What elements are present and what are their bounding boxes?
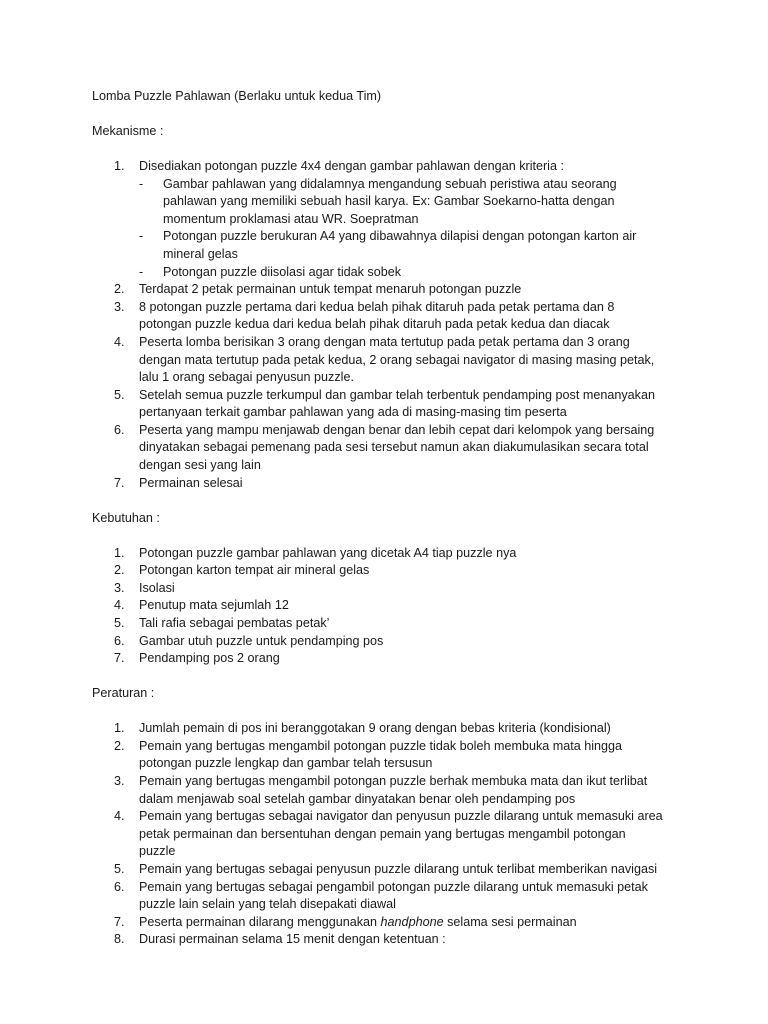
- list-number: 1.: [114, 721, 125, 736]
- mekanisme-item-4: [92, 334, 692, 352]
- list-number: 2.: [114, 563, 125, 578]
- list-number: 4.: [114, 598, 125, 613]
- list-text: Gambar pahlawan yang didalamnya mengandung sebuah peristiwa atau seorang: [163, 176, 617, 191]
- list-text: Tali rafia sebagai pembatas petak’: [139, 616, 330, 630]
- peraturan-item-5: [92, 861, 692, 879]
- list-number: 1.: [114, 545, 125, 560]
- mekanisme-item-1: [92, 158, 692, 176]
- list-text: dengan mata tertutup pada petak kedua, 2 orang sebagai navigator di masing masing petak,: [139, 352, 655, 367]
- list-text: petak permainan dan bersentuhan dengan pemain yang bertugas mengambil potongan: [139, 826, 626, 841]
- list-text: mineral gelas: [163, 246, 238, 261]
- mekanisme-item-5: [92, 387, 692, 405]
- peraturan-item-7: [92, 914, 692, 932]
- mekanisme-item-6-cont: [92, 457, 692, 475]
- kebutuhan-item-3: [92, 580, 692, 598]
- list-text: 8 potongan puzzle pertama dari kedua belah pihak ditaruh pada petak pertama dan 8: [139, 299, 615, 314]
- list-text: Isolasi: [139, 580, 175, 595]
- list-text: Jumlah pemain di pos ini beranggotakan 9 orang dengan bebas kriteria (kondisional): [139, 721, 611, 736]
- list-number: 7.: [114, 914, 125, 929]
- list-text: Peserta yang mampu menjawab dengan benar dan lebih cepat dari kelompok yang bersaing: [139, 422, 655, 437]
- list-text: Potongan karton tempat air mineral gelas: [139, 563, 370, 578]
- peraturan-item-6: [92, 879, 692, 897]
- text-pre: Peserta permainan dilarang menggunakan: [139, 914, 381, 929]
- list-number: 5.: [114, 861, 125, 876]
- peraturan-item-6-cont: [92, 896, 692, 914]
- list-text: Penutup mata sejumlah 12: [139, 598, 289, 613]
- list-text: Potongan puzzle gambar pahlawan yang dicetak A4 tiap puzzle nya: [139, 545, 517, 560]
- list-number: 5.: [114, 387, 125, 402]
- mekanisme-subitem-2-cont: [92, 246, 692, 264]
- list-number: 3.: [114, 299, 125, 314]
- list-text: Pemain yang bertugas sebagai navigator dan penyusun puzzle dilarang untuk memasuki area: [139, 809, 663, 824]
- list-text: dalam menjawab soal setelah gambar dinyatakan benar oleh pendamping pos: [139, 791, 576, 806]
- list-number: 6.: [114, 633, 125, 648]
- kebutuhan-item-2: [92, 562, 692, 580]
- list-number: 2.: [114, 282, 125, 297]
- peraturan-item-4: [92, 808, 692, 826]
- list-text: Pemain yang bertugas mengambil potongan puzzle tidak boleh membuka mata hingga: [139, 738, 623, 753]
- mekanisme-item-2: [92, 281, 692, 299]
- list-number: 4.: [114, 809, 125, 824]
- mekanisme-item-6-cont: [92, 439, 692, 457]
- list-text: puzzle: [139, 844, 176, 859]
- list-number: 4.: [114, 334, 125, 349]
- kebutuhan-item-7: [92, 650, 692, 668]
- list-text: dengan sesi yang lain: [139, 458, 261, 473]
- kebutuhan-item-4: [92, 597, 692, 615]
- text-post: selama sesi permainan: [443, 914, 577, 929]
- list-number: 8.: [114, 932, 125, 947]
- mekanisme-item-7: [92, 475, 692, 493]
- list-text: Pemain yang bertugas sebagai pengambil potongan puzzle dilarang untuk memasuki petak: [139, 879, 648, 894]
- list-dash: -: [139, 264, 144, 279]
- mekanisme-subitem-1-cont: [92, 211, 692, 229]
- peraturan-item-2: [92, 738, 692, 756]
- peraturan-item-8: [92, 931, 692, 949]
- list-text: potongan puzzle lengkap dan gambar telah tersusun: [139, 756, 433, 771]
- kebutuhan-item-5: [92, 615, 692, 633]
- mekanisme-item-4-cont: [92, 352, 692, 370]
- mekanisme-subitem-2: [92, 228, 692, 246]
- list-text: pahlawan yang memiliki sebuah hasil karya. Ex: Gambar Soekarno-hatta dengan: [163, 194, 615, 209]
- list-text: [139, 914, 692, 932]
- list-text: Gambar utuh puzzle untuk pendamping pos: [139, 633, 384, 648]
- list-dash: -: [139, 176, 144, 191]
- peraturan-item-1: [92, 720, 692, 738]
- list-text: Pendamping pos 2 orang: [139, 651, 280, 666]
- mekanisme-item-6: [92, 422, 692, 440]
- list-text: momentum proklamasi atau WR. Soepratman: [163, 211, 419, 226]
- mekanisme-item-5-cont: [92, 404, 692, 422]
- list-text: Peserta lomba berisikan 3 orang dengan mata tertutup pada petak pertama dan 3 orang: [139, 334, 630, 349]
- list-text: Setelah semua puzzle terkumpul dan gambar telah terbentuk pendamping post menanyakan: [139, 387, 655, 402]
- kebutuhan-heading: Kebutuhan :: [92, 510, 160, 525]
- mekanisme-item-3-cont: [92, 316, 692, 334]
- document-page: [92, 88, 692, 949]
- list-number: 1.: [114, 158, 125, 173]
- peraturan-item-3: [92, 773, 692, 791]
- peraturan-item-2-cont: [92, 755, 692, 773]
- list-text: Terdapat 2 petak permainan untuk tempat menaruh potongan puzzle: [139, 282, 522, 297]
- kebutuhan-item-6: [92, 633, 692, 651]
- list-text: Pemain yang bertugas mengambil potongan puzzle berhak membuka mata dan ikut terlibat: [139, 773, 648, 788]
- mekanisme-heading: Mekanisme :: [92, 123, 164, 138]
- mekanisme-subitem-1-cont: [92, 193, 692, 211]
- list-text: Potongan puzzle diisolasi agar tidak sobek: [163, 264, 402, 279]
- list-text: Durasi permainan selama 15 menit dengan ketentuan :: [139, 932, 446, 947]
- peraturan-heading: Peraturan :: [92, 686, 155, 701]
- mekanisme-subitem-3: [92, 264, 692, 282]
- peraturan-item-4-cont: [92, 843, 692, 861]
- list-number: 3.: [114, 580, 125, 595]
- list-dash: -: [139, 229, 144, 244]
- list-number: 5.: [114, 616, 125, 630]
- list-text: pertanyaan terkait gambar pahlawan yang ada di masing-masing tim peserta: [139, 405, 567, 420]
- list-number: 6.: [114, 879, 125, 894]
- list-number: 7.: [114, 651, 125, 666]
- list-text: Permainan selesai: [139, 475, 243, 490]
- peraturan-item-4-cont: [92, 826, 692, 844]
- kebutuhan-item-1: [92, 545, 692, 563]
- text-emphasis: handphone: [380, 914, 444, 929]
- document-title: Lomba Puzzle Pahlawan (Berlaku untuk kedua Tim): [92, 89, 382, 103]
- list-text: dinyatakan sebagai pemenang pada sesi tersebut namun akan diakumulasikan secara total: [139, 440, 649, 455]
- list-text: Pemain yang bertugas sebagai penyusun puzzle dilarang untuk terlibat memberikan navigasi: [139, 861, 658, 876]
- list-number: 7.: [114, 475, 125, 490]
- list-number: 3.: [114, 773, 125, 788]
- list-number: 2.: [114, 738, 125, 753]
- list-text: Potongan puzzle berukuran A4 yang dibawahnya dilapisi dengan potongan karton air: [163, 229, 637, 244]
- list-number: 6.: [114, 422, 125, 437]
- list-text: Disediakan potongan puzzle 4x4 dengan gambar pahlawan dengan kriteria :: [139, 158, 564, 173]
- mekanisme-item-3: [92, 299, 692, 317]
- list-text: puzzle lain selain yang telah disepakati diawal: [139, 897, 396, 912]
- list-text: lalu 1 orang sebagai penyusun puzzle.: [139, 370, 354, 385]
- list-text: potongan puzzle kedua dari kedua belah pihak ditaruh pada petak kedua dan diacak: [139, 317, 610, 332]
- mekanisme-item-4-cont: [92, 369, 692, 387]
- mekanisme-subitem-1: [92, 176, 692, 194]
- peraturan-item-3-cont: [92, 791, 692, 809]
